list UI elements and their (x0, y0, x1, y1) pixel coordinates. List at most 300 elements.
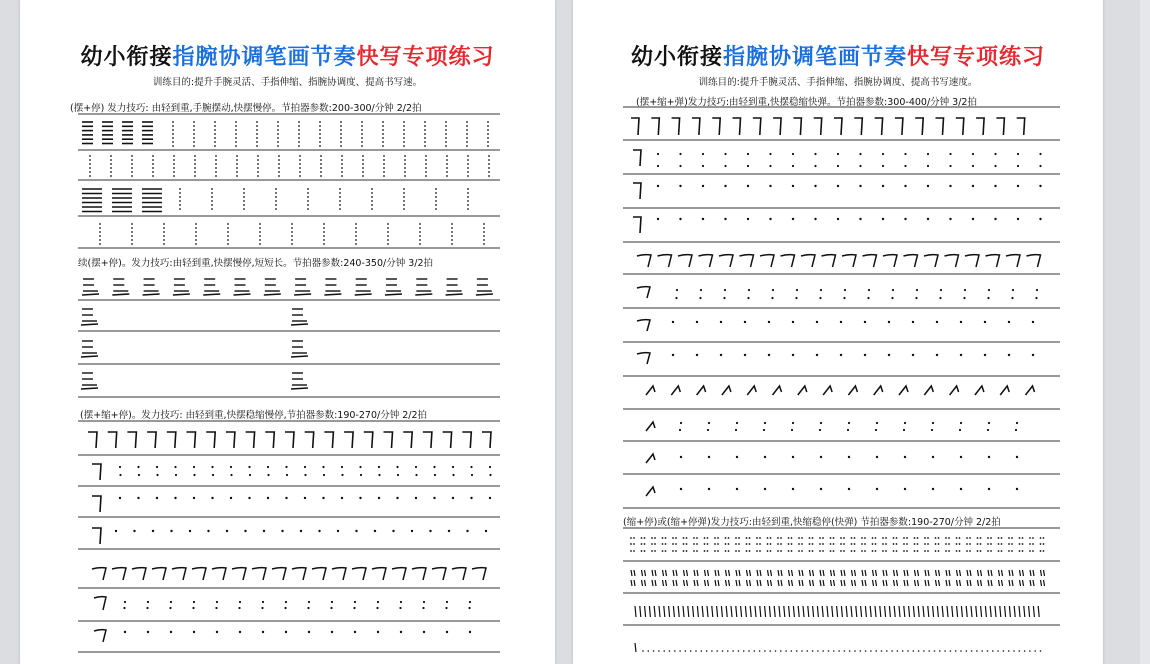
practice-dot (257, 175, 259, 177)
practice-dot (927, 218, 929, 220)
short-stroke (841, 580, 842, 586)
practice-dot (998, 537, 1000, 539)
practice-dot (716, 650, 718, 652)
short-stroke (957, 570, 958, 576)
short-stroke (1020, 570, 1021, 576)
practice-dot (419, 223, 421, 225)
practice-dot (868, 289, 870, 291)
practice-dot (770, 543, 772, 545)
practice-dot (780, 537, 782, 539)
practice-dot (820, 422, 822, 424)
practice-dot (763, 429, 765, 431)
practice-dot (110, 175, 112, 177)
practice-dot (747, 218, 749, 220)
practice-dot (411, 530, 413, 532)
practice-dot (235, 125, 237, 127)
short-stroke (988, 580, 989, 586)
practice-dot (152, 155, 154, 157)
practice-dot (131, 243, 133, 245)
practice-dot (400, 601, 402, 603)
practice-dot (424, 129, 426, 131)
practice-dot (679, 185, 681, 187)
practice-dot (777, 543, 779, 545)
practice-dot (131, 235, 133, 237)
short-stroke (904, 580, 905, 586)
practice-dot (362, 167, 364, 169)
practice-dot (792, 185, 794, 187)
practice-dot (814, 153, 816, 155)
practice-dot (885, 543, 887, 545)
practice-dot (425, 155, 427, 157)
short-stroke (978, 580, 979, 586)
practice-dot (396, 466, 398, 468)
practice-dot (891, 650, 893, 652)
practice-dot (433, 497, 435, 499)
practice-dot (307, 188, 309, 190)
practice-dot (807, 650, 809, 652)
practice-dot (425, 159, 427, 161)
short-stroke (883, 570, 884, 576)
practice-dot (792, 456, 794, 458)
practice-dot (170, 601, 172, 603)
practice-dot (322, 466, 324, 468)
short-stroke (649, 606, 650, 617)
hook-stroke (842, 255, 856, 267)
practice-dot (238, 607, 240, 609)
practice-dot (935, 537, 937, 539)
practice-dot (1043, 537, 1045, 539)
short-stroke (841, 606, 842, 617)
practice-dot (851, 537, 853, 539)
section-header: 续(摆+停)。发力技巧:由轻到重,快摆慢停,短短长。节拍器参数:240-350/分钟 3/2拍 (78, 258, 434, 269)
practice-dot (451, 239, 453, 241)
practice-dot (308, 601, 310, 603)
hook-stroke (692, 118, 700, 135)
practice-dot (387, 243, 389, 245)
short-stroke (817, 606, 818, 617)
practice-dot (1003, 650, 1005, 652)
hook-stroke (822, 255, 836, 267)
practice-dot (445, 137, 447, 139)
practice-dot (672, 543, 674, 545)
practice-dot (917, 537, 919, 539)
practice-dot (173, 167, 175, 169)
short-stroke (967, 570, 968, 576)
practice-dot (193, 601, 195, 603)
practice-dot (717, 550, 719, 552)
practice-dot (796, 289, 798, 291)
practice-dot (137, 466, 139, 468)
practice-dot (903, 537, 905, 539)
practice-dot (724, 218, 726, 220)
practice-dot (340, 133, 342, 135)
practice-dot (215, 159, 217, 161)
practice-dot (467, 192, 469, 194)
short-stroke (1033, 570, 1034, 576)
practice-dot (966, 543, 968, 545)
short-stroke (684, 570, 685, 576)
practice-dot (146, 607, 148, 609)
practice-dot (848, 422, 850, 424)
practice-dot (948, 537, 950, 539)
practice-dot (814, 185, 816, 187)
practice-dot (124, 601, 126, 603)
practice-dot (914, 537, 916, 539)
practice-dot (435, 196, 437, 198)
practice-dot (403, 196, 405, 198)
practice-dot (748, 650, 750, 652)
hook-stroke (658, 255, 672, 267)
practice-dot (840, 543, 842, 545)
short-stroke (750, 606, 751, 617)
practice-dot (819, 543, 821, 545)
practice-dot (707, 429, 709, 431)
practice-dot (340, 125, 342, 127)
practice-dot (679, 429, 681, 431)
practice-dot (792, 422, 794, 424)
short-stroke (768, 580, 769, 586)
practice-dot (767, 537, 769, 539)
practice-dot (792, 165, 794, 167)
short-stroke (642, 580, 643, 586)
triple-stroke (112, 294, 129, 295)
practice-dot (323, 474, 325, 476)
practice-dot (194, 171, 196, 173)
triple-stroke (203, 294, 220, 295)
practice-dot (300, 530, 302, 532)
practice-dot (662, 543, 664, 545)
short-stroke (798, 606, 799, 617)
practice-dot (864, 537, 866, 539)
practice-dot (695, 650, 697, 652)
practice-dot (1008, 321, 1010, 323)
hook-stroke (108, 432, 117, 448)
practice-dot (904, 488, 906, 490)
practice-dot (849, 650, 851, 652)
short-stroke (771, 570, 772, 576)
short-stroke (792, 570, 793, 576)
practice-dot (299, 175, 301, 177)
practice-dot (339, 192, 341, 194)
practice-dot (298, 129, 300, 131)
short-stroke (894, 606, 895, 617)
short-stroke (697, 580, 698, 586)
practice-dot (378, 466, 380, 468)
practice-dot (435, 204, 437, 206)
practice-dot (468, 607, 470, 609)
practice-dot (822, 537, 824, 539)
practice-dot (304, 466, 306, 468)
practice-dot (791, 650, 793, 652)
hook-stroke (412, 568, 426, 580)
short-stroke (904, 570, 905, 576)
practice-dot (913, 650, 915, 652)
hook-stroke (637, 255, 651, 267)
practice-dot (193, 631, 195, 633)
practice-dot (211, 466, 213, 468)
short-stroke (820, 580, 821, 586)
practice-dot (938, 537, 940, 539)
practice-dot (156, 474, 158, 476)
practice-dot (172, 129, 174, 131)
hook-stroke (936, 118, 944, 135)
hook-stroke (633, 183, 641, 199)
practice-dot (997, 650, 999, 652)
practice-dot (675, 537, 677, 539)
practice-dot (194, 163, 196, 165)
practice-dot (230, 497, 232, 499)
practice-dot (657, 153, 659, 155)
practice-dot (131, 231, 133, 233)
short-stroke (663, 580, 664, 586)
practice-dot (99, 231, 101, 233)
practice-dot (467, 159, 469, 161)
practice-dot (949, 218, 951, 220)
practice-dot (964, 289, 966, 291)
practice-dot (467, 188, 469, 190)
practice-dot (435, 188, 437, 190)
practice-dot (214, 129, 216, 131)
practice-dot (798, 537, 800, 539)
short-stroke (852, 580, 853, 586)
practice-dot (392, 530, 394, 532)
practice-dot (383, 163, 385, 165)
practice-dot (888, 354, 890, 356)
practice-dot (195, 227, 197, 229)
practice-dot (469, 601, 471, 603)
short-stroke (652, 580, 653, 586)
practice-dot (249, 474, 251, 476)
practice-dot (950, 650, 952, 652)
practice-dot (708, 456, 710, 458)
practice-dot (654, 537, 656, 539)
practice-dot (738, 537, 740, 539)
practice-dot (179, 208, 181, 210)
practice-dot (215, 167, 217, 169)
training-goal: 训练目的:提升手腕灵活、手指伸缩、指腕协调度、提高书写速。 (152, 77, 423, 88)
practice-dot (854, 537, 856, 539)
practice-dot (331, 601, 333, 603)
practice-dot (854, 543, 856, 545)
sweep-stroke (646, 487, 655, 496)
hook-stroke (192, 568, 206, 580)
practice-dot (99, 243, 101, 245)
practice-dot (685, 650, 687, 652)
hook-stroke (678, 255, 692, 267)
practice-dot (792, 218, 794, 220)
practice-dot (361, 133, 363, 135)
practice-dot (822, 543, 824, 545)
hook-stroke (88, 432, 97, 448)
short-stroke (705, 580, 706, 586)
short-stroke (642, 570, 643, 576)
practice-dot (89, 159, 91, 161)
practice-dot (467, 155, 469, 157)
practice-dot (256, 145, 258, 147)
practice-dot (193, 497, 195, 499)
hook-stroke (801, 255, 815, 267)
practice-dot (341, 497, 343, 499)
practice-dot (865, 650, 867, 652)
practice-dot (193, 137, 195, 139)
practice-dot (189, 530, 191, 532)
hook-stroke (152, 568, 166, 580)
short-stroke (769, 606, 770, 617)
practice-dot (483, 231, 485, 233)
practice-dot (723, 297, 725, 299)
practice-dot (977, 537, 979, 539)
practice-dot (353, 607, 355, 609)
practice-dot (902, 650, 904, 652)
practice-dot (759, 550, 761, 552)
practice-dot (131, 175, 133, 177)
practice-dot (337, 530, 339, 532)
practice-dot (119, 466, 121, 468)
short-stroke (781, 580, 782, 586)
practice-dot (672, 354, 674, 356)
worksheet-page-2 (573, 0, 1103, 664)
practice-dot (235, 141, 237, 143)
triple-stroke (81, 356, 98, 357)
sweep-stroke (747, 386, 756, 395)
practice-dot (830, 543, 832, 545)
practice-dot (1024, 650, 1026, 652)
practice-dot (487, 137, 489, 139)
practice-dot (339, 204, 341, 206)
practice-dot (674, 650, 676, 652)
practice-dot (1043, 543, 1045, 545)
practice-dot (110, 155, 112, 157)
practice-dot (904, 185, 906, 187)
practice-dot (771, 297, 773, 299)
short-stroke (976, 606, 977, 617)
practice-dot (172, 141, 174, 143)
practice-dot (749, 550, 751, 552)
hook-stroke (945, 255, 959, 267)
short-stroke (909, 606, 910, 617)
practice-dot (446, 167, 448, 169)
practice-dot (243, 196, 245, 198)
practice-dot (434, 474, 436, 476)
practice-dot (382, 137, 384, 139)
practice-dot (820, 289, 822, 291)
practice-dot (707, 543, 709, 545)
practice-dot (445, 129, 447, 131)
short-stroke (918, 570, 919, 576)
practice-dot (812, 550, 814, 552)
practice-dot (259, 223, 261, 225)
short-stroke (928, 606, 929, 617)
practice-dot (355, 227, 357, 229)
sweep-stroke (646, 422, 655, 431)
practice-dot (1022, 550, 1024, 552)
practice-dot (837, 185, 839, 187)
practice-dot (945, 543, 947, 545)
practice-dot (403, 200, 405, 202)
practice-dot (904, 422, 906, 424)
practice-dot (382, 129, 384, 131)
practice-dot (259, 243, 261, 245)
practice-dot (163, 235, 165, 237)
practice-dot (119, 497, 121, 499)
hook-stroke (92, 496, 101, 512)
practice-dot (341, 155, 343, 157)
practice-dot (163, 239, 165, 241)
short-stroke (778, 580, 779, 586)
practice-dot (429, 530, 431, 532)
short-stroke (856, 606, 857, 617)
hook-stroke (1006, 255, 1020, 267)
practice-dot (341, 171, 343, 173)
vertical-scrollbar[interactable] (1140, 0, 1150, 664)
short-stroke (865, 570, 866, 576)
practice-dot (299, 163, 301, 165)
short-stroke (885, 606, 886, 617)
hook-stroke (883, 255, 897, 267)
practice-dot (990, 550, 992, 552)
practice-dot (320, 167, 322, 169)
practice-dot (972, 165, 974, 167)
practice-dot (298, 145, 300, 147)
practice-dot (1017, 153, 1019, 155)
practice-dot (131, 155, 133, 157)
practice-dot (152, 530, 154, 532)
practice-dot (819, 429, 821, 431)
short-stroke (715, 580, 716, 586)
short-stroke (985, 606, 986, 617)
practice-dot (451, 235, 453, 237)
short-stroke (736, 606, 737, 617)
short-stroke (726, 570, 727, 576)
practice-dot (227, 231, 229, 233)
short-stroke (789, 570, 790, 576)
hook-stroke (344, 432, 353, 448)
hook-stroke (633, 150, 641, 166)
practice-dot (259, 227, 261, 229)
practice-dot (939, 297, 941, 299)
practice-dot (423, 631, 425, 633)
short-stroke (652, 570, 653, 576)
short-stroke (876, 570, 877, 576)
practice-dot (488, 167, 490, 169)
practice-dot (864, 550, 866, 552)
practice-dot (1022, 543, 1024, 545)
practice-dot (119, 474, 121, 476)
practice-dot (452, 497, 454, 499)
practice-dot (466, 125, 468, 127)
practice-dot (261, 607, 263, 609)
hook-stroke (372, 568, 386, 580)
practice-dot (998, 543, 1000, 545)
practice-dot (211, 497, 213, 499)
practice-dot (404, 163, 406, 165)
practice-dot (1008, 650, 1010, 652)
practice-dot (820, 456, 822, 458)
section-header: (摆+缩+停)。发力技巧: 由轻到重,快摆稳缩慢停,节拍器参数:190-270/分钟 2/2拍 (80, 410, 427, 421)
practice-dot (466, 145, 468, 147)
practice-dot (938, 550, 940, 552)
practice-dot (467, 208, 469, 210)
practice-dot (403, 145, 405, 147)
short-stroke (739, 580, 740, 586)
hook-stroke (352, 568, 366, 580)
short-stroke (846, 606, 847, 617)
short-stroke (666, 580, 667, 586)
practice-dot (340, 141, 342, 143)
practice-dot (903, 543, 905, 545)
practice-dot (672, 321, 674, 323)
practice-dot (876, 456, 878, 458)
